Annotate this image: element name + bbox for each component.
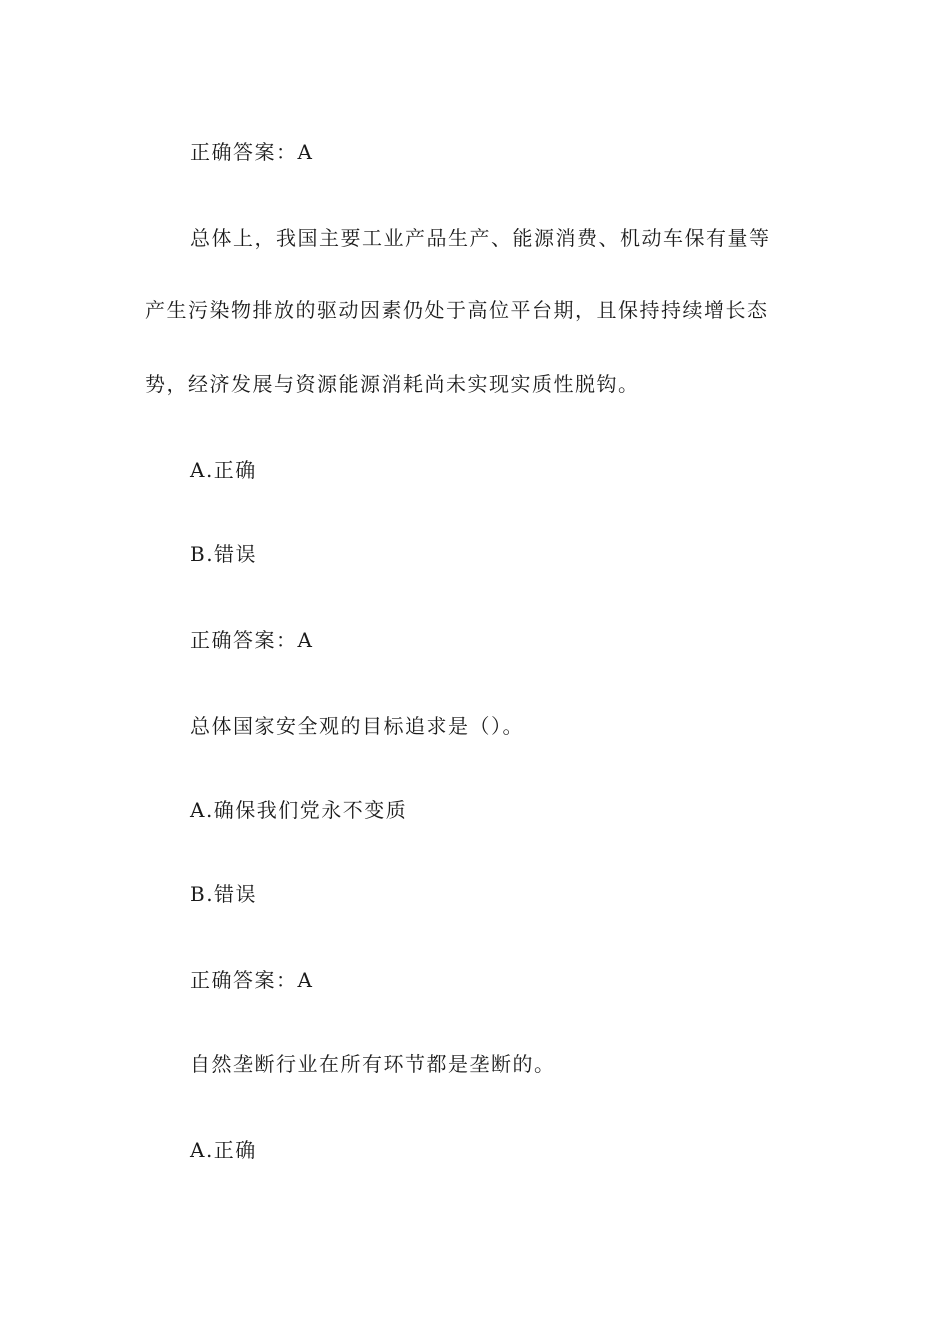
question-text-line: 总体国家安全观的目标追求是（）。 xyxy=(190,714,524,738)
answer-line: 正确答案：A xyxy=(190,140,314,164)
option-line: A.正确 xyxy=(190,1138,257,1162)
question-text-line: 自然垄断行业在所有环节都是垄断的。 xyxy=(190,1052,556,1076)
answer-line: 正确答案：A xyxy=(190,628,314,652)
option-line: B.错误 xyxy=(190,542,258,566)
question-text-line: 势，经济发展与资源能源消耗尚未实现实质性脱钩。 xyxy=(145,372,640,396)
question-text-line: 总体上，我国主要工业产品生产、能源消费、机动车保有量等 xyxy=(190,226,771,250)
question-text-line: 产生污染物排放的驱动因素仍处于高位平台期，且保持持续增长态 xyxy=(145,298,769,322)
option-line: A.确保我们党永不变质 xyxy=(190,798,408,822)
option-line: B.错误 xyxy=(190,882,258,906)
option-line: A.正确 xyxy=(190,458,257,482)
answer-line: 正确答案：A xyxy=(190,968,314,992)
